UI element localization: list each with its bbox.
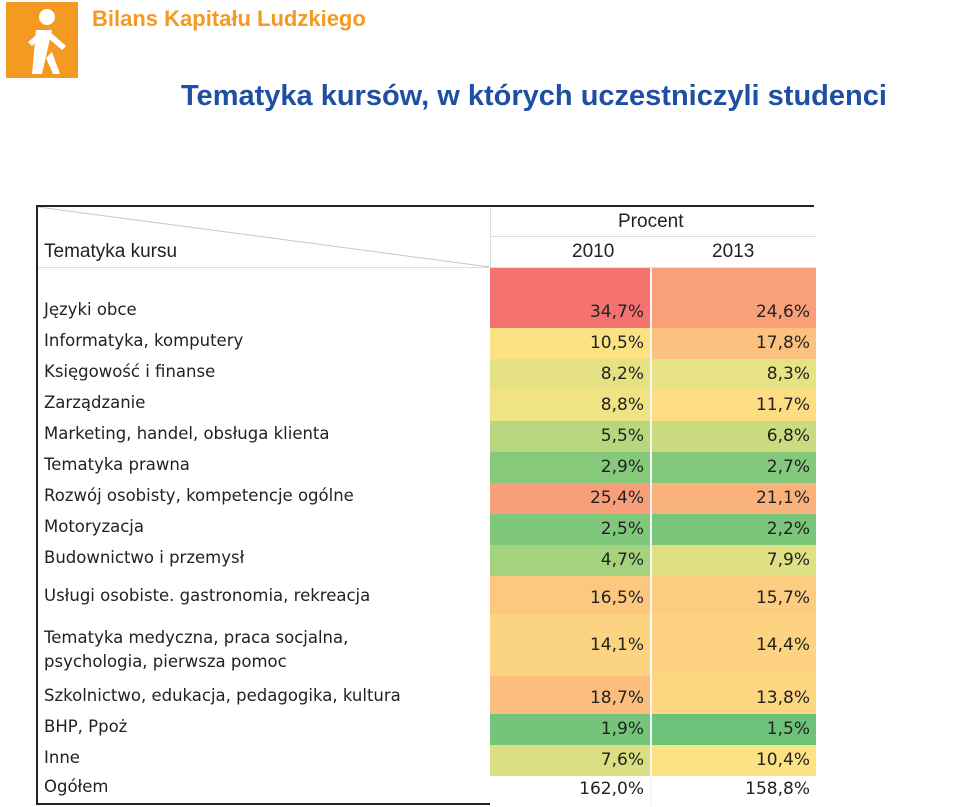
table-row (38, 359, 816, 390)
row-label: BHP, Ppoż (44, 717, 128, 737)
value-2013: 13,8% (652, 676, 816, 714)
value-2013: 15,7% (652, 576, 816, 614)
value-2010: 162,0% (490, 776, 652, 805)
table-row (38, 268, 816, 328)
row-label: Tematyka medyczna, praca socjalna, psychologia, pierwsza pomoc (44, 628, 349, 672)
table-row (38, 776, 816, 805)
value-2013: 17,8% (652, 328, 816, 359)
header-topic: Tematyka kursu (44, 241, 178, 262)
value-2013: 1,5% (652, 714, 816, 745)
value-2010: 18,7% (490, 676, 652, 714)
value-2010: 1,9% (490, 714, 652, 745)
table-row (38, 390, 816, 421)
value-2010: 5,5% (490, 421, 652, 452)
value-2010: 8,8% (490, 390, 652, 421)
table-row (38, 545, 816, 576)
header-year-2010: 2010 (572, 241, 615, 262)
table-row (38, 421, 816, 452)
value-2010: 8,2% (490, 359, 652, 390)
table-row (38, 676, 816, 714)
value-2010: 25,4% (490, 483, 652, 514)
value-2010: 10,5% (490, 328, 652, 359)
value-2010: 2,5% (490, 514, 652, 545)
value-2013: 2,7% (652, 452, 816, 483)
table-row (38, 714, 816, 745)
header-divider (490, 236, 816, 237)
page-title: Tematyka kursów, w których uczestniczyli studenci (181, 80, 887, 112)
value-2013: 6,8% (652, 421, 816, 452)
row-label: Języki obce (44, 300, 137, 320)
value-2010: 7,6% (490, 745, 652, 776)
value-2013: 11,7% (652, 390, 816, 421)
row-label: Inne (44, 748, 80, 768)
value-2010: 34,7% (490, 268, 652, 328)
table-row (38, 614, 816, 676)
table-row (38, 483, 816, 514)
header-divider (490, 207, 491, 267)
value-2013: 10,4% (652, 745, 816, 776)
header-year-2013: 2013 (712, 241, 755, 262)
table-row (38, 745, 816, 776)
row-label: Tematyka prawna (44, 455, 190, 475)
row-label: Marketing, handel, obsługa klienta (44, 424, 330, 444)
row-label: Rozwój osobisty, kompetencje ogólne (44, 486, 354, 506)
row-label: Usługi osobiste. gastronomia, rekreacja (44, 586, 371, 606)
table-row (38, 514, 816, 545)
row-label: Szkolnictwo, edukacja, pedagogika, kultura (44, 686, 401, 706)
header-procent: Procent (618, 211, 684, 232)
courses-table (36, 205, 814, 805)
value-2013: 8,3% (652, 359, 816, 390)
row-label: Księgowość i finanse (44, 362, 216, 382)
person-walking-icon (6, 2, 78, 78)
row-label: Zarządzanie (44, 393, 146, 413)
value-2013: 2,2% (652, 514, 816, 545)
value-2013: 14,4% (652, 614, 816, 676)
value-2013: 7,9% (652, 545, 816, 576)
value-2013: 24,6% (652, 268, 816, 328)
row-label: Ogółem (44, 777, 109, 797)
value-2010: 14,1% (490, 614, 652, 676)
value-2013: 158,8% (652, 776, 816, 805)
value-2010: 2,9% (490, 452, 652, 483)
value-2010: 4,7% (490, 545, 652, 576)
table-row (38, 452, 816, 483)
row-label: Budownictwo i przemysł (44, 548, 245, 568)
row-label: Informatyka, komputery (44, 331, 244, 351)
table-row (38, 328, 816, 359)
value-2010: 16,5% (490, 576, 652, 614)
value-2013: 21,1% (652, 483, 816, 514)
row-label: Motoryzacja (44, 517, 144, 537)
table-row (38, 576, 816, 614)
brand-name: Bilans Kapitału Ludzkiego (92, 6, 366, 31)
